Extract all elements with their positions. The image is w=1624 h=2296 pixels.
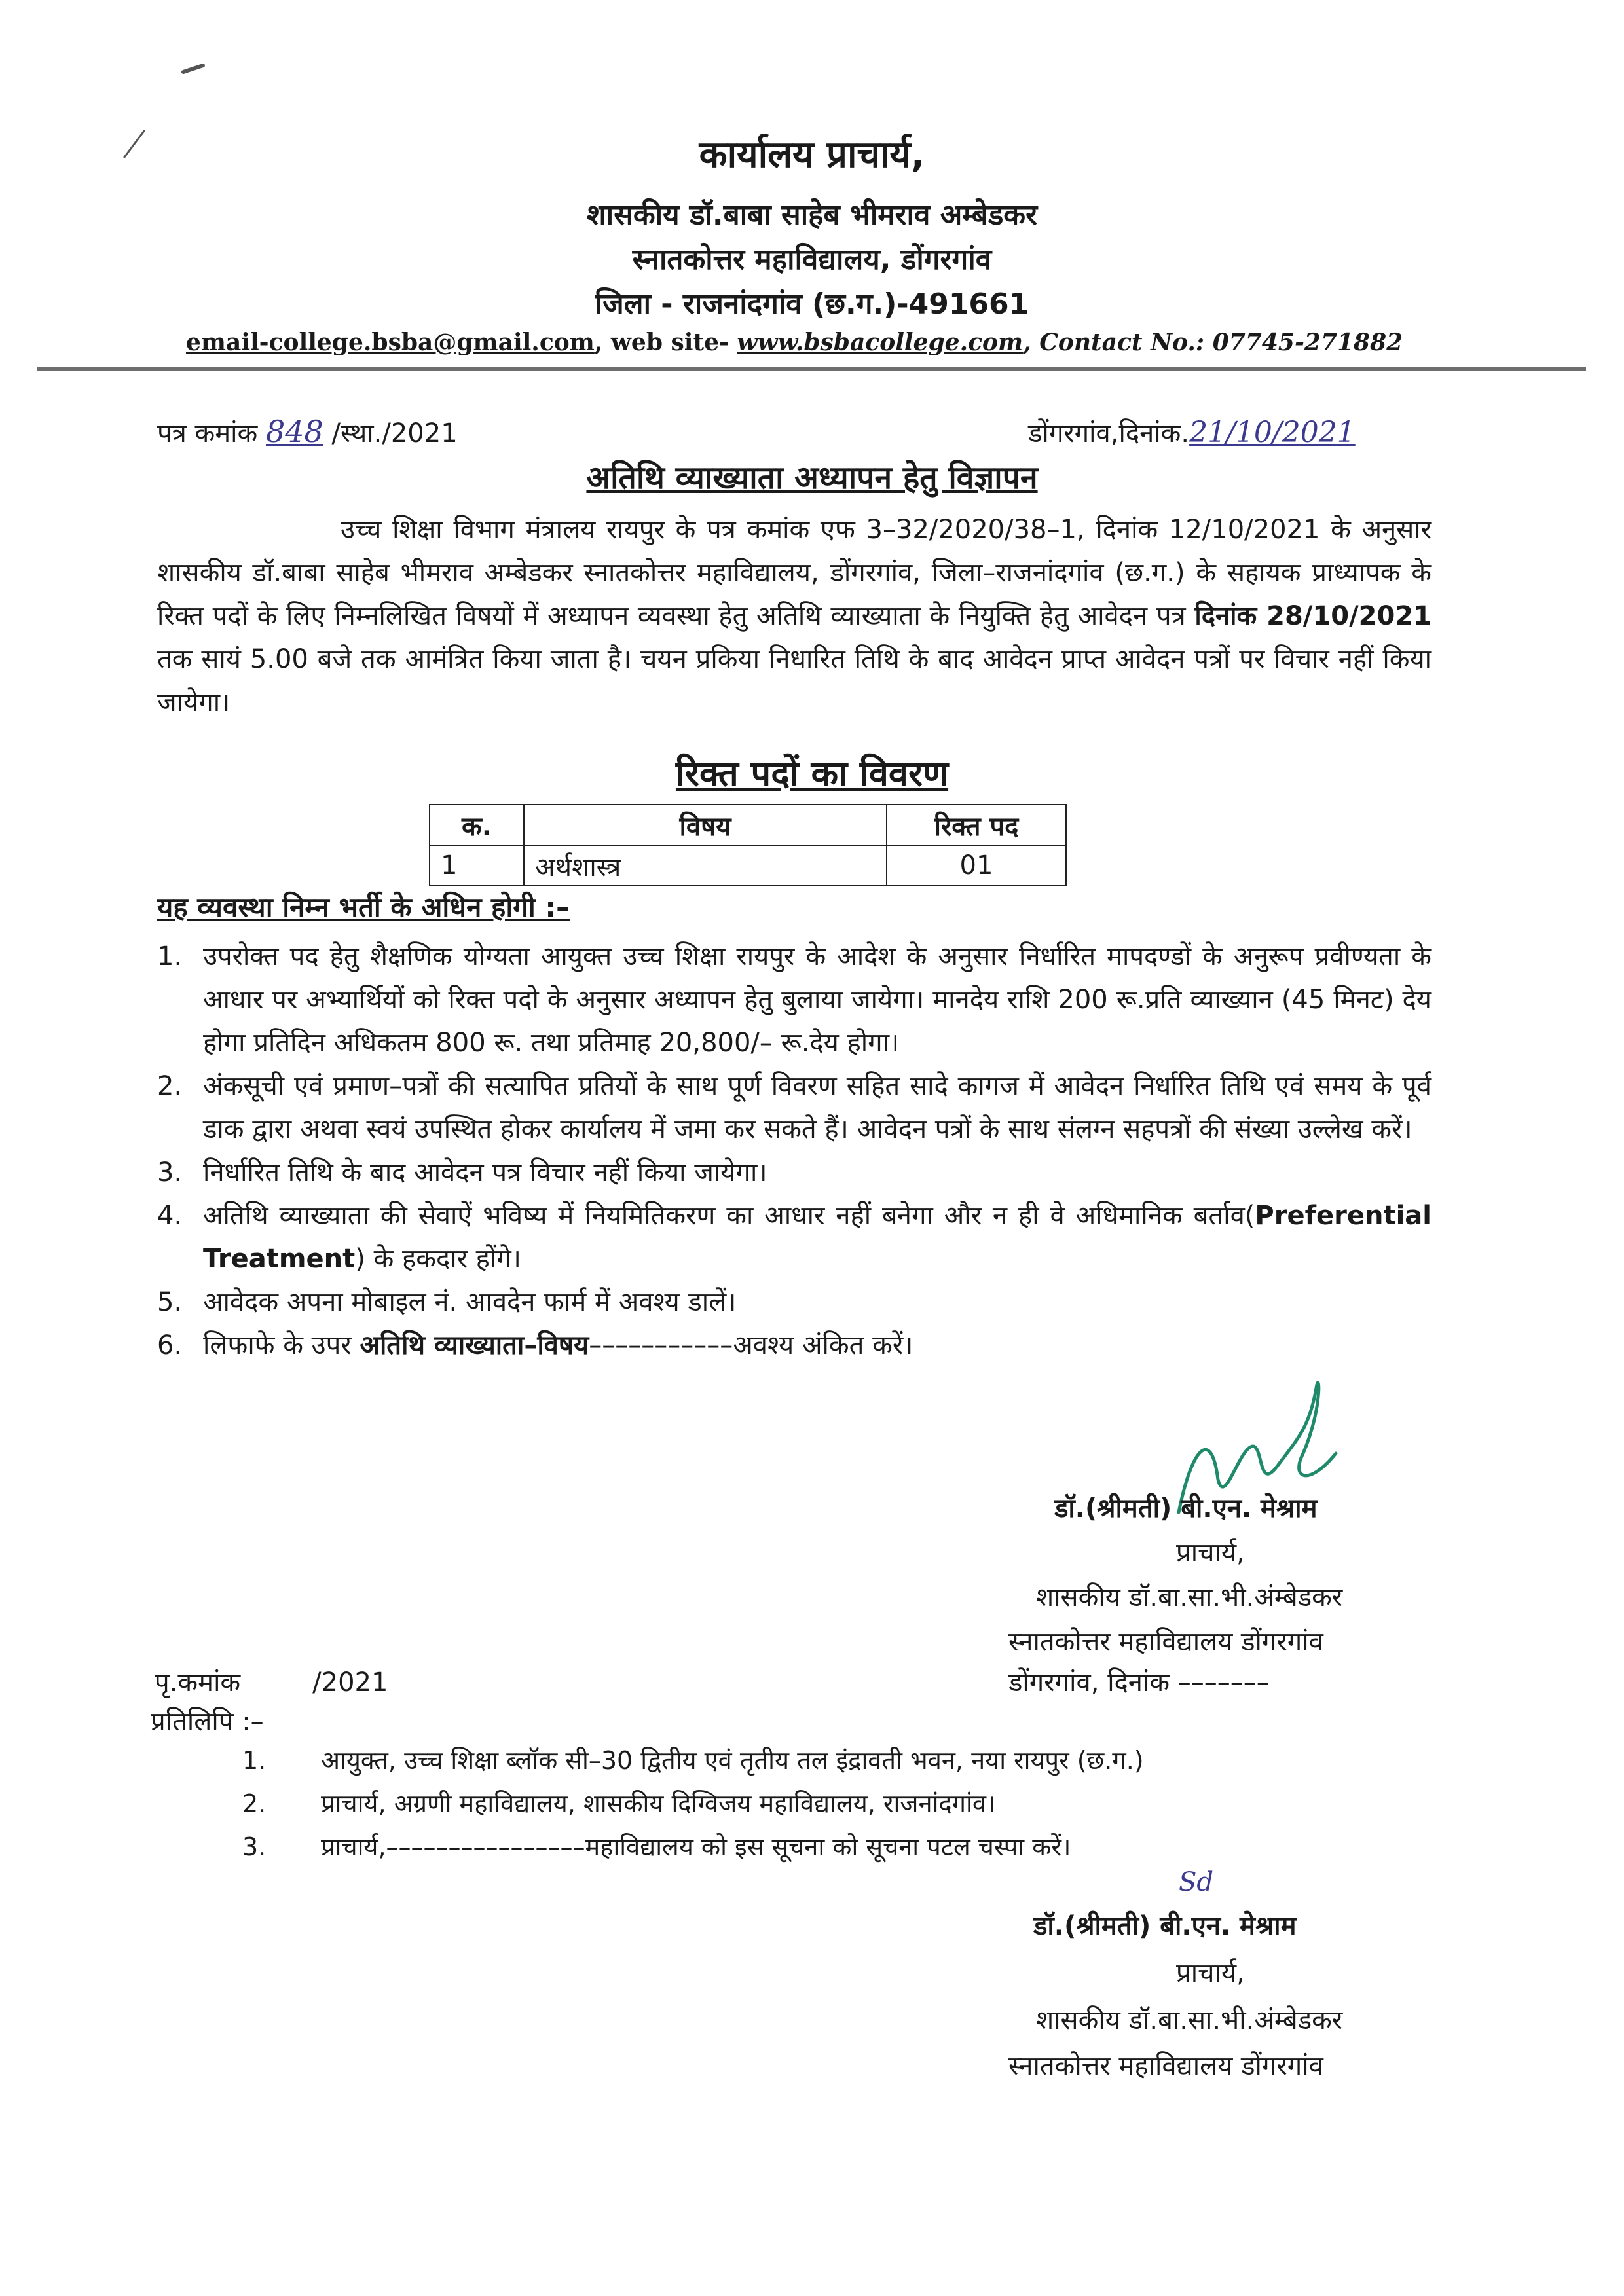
email-link[interactable]: email-college.bsba@gmail.com (186, 329, 595, 356)
ref-number-handwritten: 848 (265, 414, 323, 449)
office-title: कार्यालय प्राचार्य, (699, 134, 925, 176)
letter-reference (157, 414, 458, 450)
conditions-list (157, 935, 1431, 1367)
college-name-line2: स्नातकोत्तर महाविद्यालय, डोंगरगांव (632, 243, 992, 276)
body-text-1: उच्च शिक्षा विभाग मंत्रालय रायपुर के पत्र कमांक एफ 3–32/2020/38–1, दिनांक 12/10/2021 के अनुसार शासकीय डॉ.बाबा साहेब भीमराव अम्बेडकर स्नातकोत्तर महाविद्यालय, डोंगरगांव, जिला–राजनांदगांव (छ.ग.) के सहायक प्राध्यापक के रिक्त पदों के लिए निम्नलिखित विषयों में अध्यापन व्यवस्था हेतु अतिथि व्याख्याता के नियुक्ति हेतु आवेदन पत्र (157, 515, 1431, 631)
vacancy-title: रिक्त पदों का विवरण (675, 753, 949, 794)
list-item: 5. आवेदक अपना मोबाइल नं. आवदेन फार्म में अवश्य डालें। (157, 1287, 737, 1317)
list-item: 1. उपरोक्त पद हेतु शैक्षणिक योग्यता आयुक्त उच्च शिक्षा रायपुर के आदेश के अनुसार निर्धारित मापदण्डों के अनुरूप प्रवीण्यता के आधार पर अभ्यार्थियों को रिक्त पदो के अनुसार अध्यापन हेतु बुलाया जायेगा। मानदेय राशि 200 रू.प्रति व्याख्यान (45 मिनट) देय होगा प्रतिदिन अधिकतम 800 रू. तथा प्रतिमाह 20,800/– रू.देय होगा। (157, 941, 1431, 1058)
copy-label: प्रतिलिपि :– (151, 1707, 264, 1737)
letter-subject: अतिथि व्याख्याता अध्यापन हेतु विज्ञापन (586, 460, 1038, 496)
col-header-serial: क. (430, 805, 524, 845)
body-text-2: तक सायं 5.00 बजे तक आमंत्रित किया जाता है। चयन प्रकिया निधारित तिथि के बाद आवेदन प्राप्त आवेदन पत्रों पर विचार नहीं किया जायेगा। (157, 644, 1431, 718)
list-item: 3. निर्धारित तिथि के बाद आवेदन पत्र विचार नहीं किया जायेगा। (157, 1157, 767, 1188)
col-header-subject: विषय (524, 805, 887, 845)
ref-suffix: /स्था./2021 (331, 418, 458, 448)
conditions-title: यह व्यवस्था निम्न भर्ती के अधिन होगी :– (157, 891, 570, 923)
signatory2-org-line2: स्नातकोत्तर महाविद्यालय डोंगरगांव (1008, 2051, 1323, 2081)
signatory2-org-line1: शासकीय डॉ.बा.सा.भी.अंम्बेडकर (1036, 2005, 1343, 2035)
signatory-org-line1: शासकीय डॉ.बा.सा.भी.अंम्बेडकर (1036, 1582, 1343, 1613)
web-prefix: , web site- (594, 329, 737, 356)
table-row (430, 845, 1066, 886)
list-item: 3. प्राचार्य,––––––––––––––––महाविद्यालय को इस सूचना को सूचना पटल चस्पा करें। (242, 1832, 1071, 1861)
endorsement-date: डोंगरगांव, दिनांक ––––––– (1008, 1667, 1270, 1698)
copy-list (242, 1739, 1408, 1868)
letter-date (1028, 414, 1356, 450)
list-item: 6. लिफाफे के उपर अतिथि व्याख्याता–विषय–––––––––––अवश्य अंकित करें। (157, 1330, 913, 1360)
cell-serial: 1 (430, 845, 524, 886)
body-deadline: दिनांक 28/10/2021 (1194, 601, 1432, 631)
signatory-org-line2: स्नातकोत्तर महाविद्यालय डोंगरगांव (1008, 1627, 1323, 1657)
signatory-designation: प्राचार्य, (1176, 1538, 1245, 1568)
college-district: जिला - राजनांदगांव (छ.ग.)-491661 (595, 287, 1029, 321)
table-header-row (430, 805, 1066, 845)
date-handwritten: 21/10/2021 (1189, 416, 1356, 449)
website-link[interactable]: www.bsbacollege.com (737, 329, 1024, 356)
header-divider (37, 367, 1586, 371)
signatory2-designation: प्राचार्य, (1176, 1958, 1245, 1988)
list-item: 1. आयुक्त, उच्च शिक्षा ब्लॉक सी–30 द्वितीय एवं तृतीय तल इंद्रावती भवन, नया रायपुर (छ.ग.) (242, 1746, 1144, 1775)
cell-subject: अर्थशास्त्र (524, 845, 887, 886)
signatory-name: डॉ.(श्रीमती) बी.एन. मेश्राम (1054, 1493, 1318, 1523)
signatory2-name: डॉ.(श्रीमती) बी.एन. मेश्राम (1033, 1911, 1297, 1941)
letter-body (157, 508, 1431, 724)
list-item: 2. प्राचार्य, अग्रणी महाविद्यालय, शासकीय दिग्विजय महाविद्यालय, राजनांदगांव। (242, 1789, 996, 1818)
initials-handwritten: Sd (1179, 1867, 1214, 1897)
date-prefix: डोंगरगांव,दिनांक. (1028, 418, 1190, 448)
college-name-line1: शासकीय डॉ.बाबा साहेब भीमराव अम्बेडकर (586, 198, 1038, 232)
vacancy-table (429, 804, 1067, 886)
contact-number: , Contact No.: 07745-271882 (1023, 329, 1403, 356)
staple-mark (118, 59, 223, 177)
cell-posts: 01 (887, 845, 1066, 886)
ref-prefix: पत्र कमांक (157, 418, 258, 448)
col-header-posts: रिक्त पद (887, 805, 1066, 845)
endorsement-ref: पृ.कमांक /2021 (155, 1667, 388, 1698)
list-item: 4. अतिथि व्याख्याता की सेवाऐं भविष्य में नियमितिकरण का आधार नहीं बनेगा और न ही वे अधिमानिक बर्ताव(Preferential Treatment) के हकदार होंगे। (157, 1201, 1431, 1274)
list-item: 2. अंकसूची एवं प्रमाण–पत्रों की सत्यापित प्रतियों के साथ पूर्ण विवरण सहित सादे कागज में आवेदन निर्धारित तिथि एवं समय के पूर्व डाक द्वारा अथवा स्वयं उपस्थित होकर कार्यालय में जमा कर सकते हैं। आवेदन पत्रों के साथ संलग्न सहपत्रों की संख्या उल्लेख करें। (157, 1071, 1431, 1144)
contact-line (186, 329, 1403, 356)
